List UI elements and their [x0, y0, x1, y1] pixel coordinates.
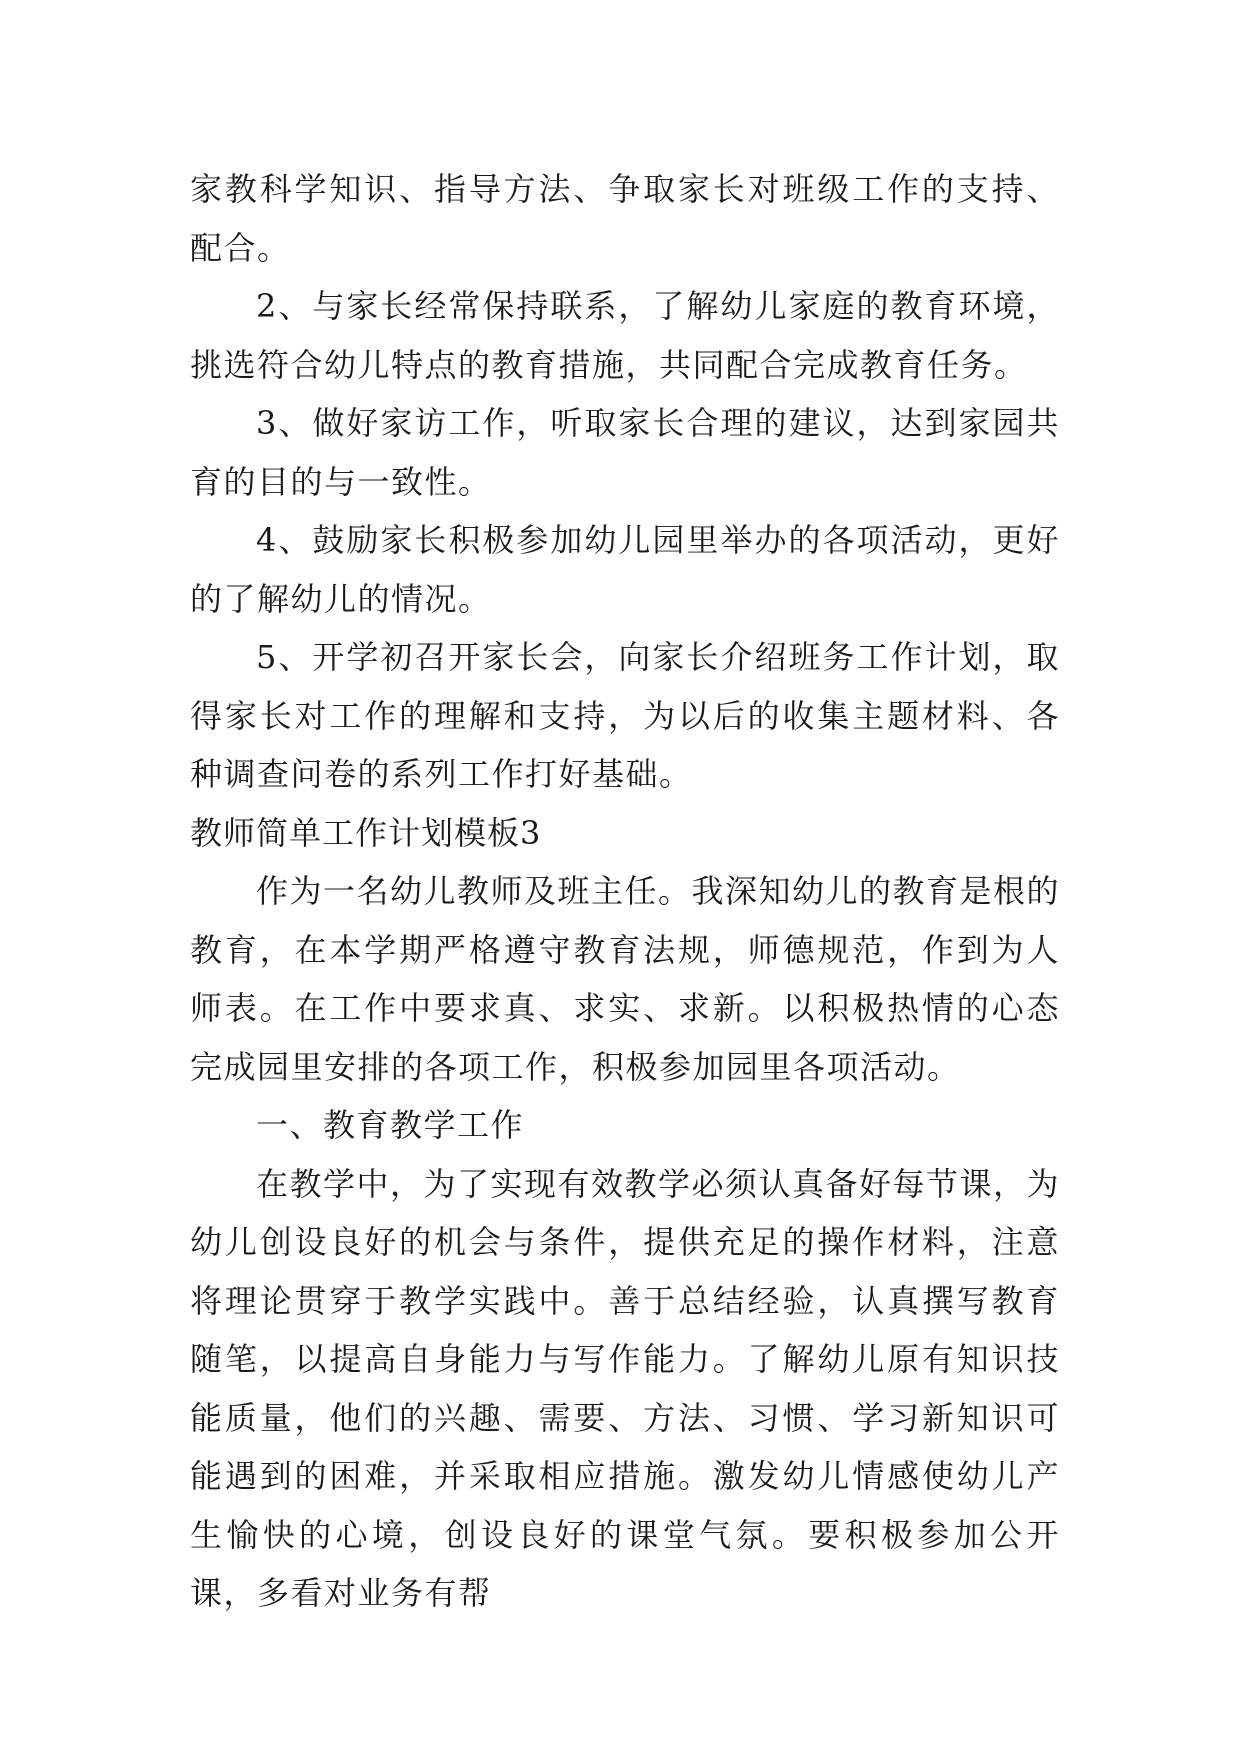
paragraph-continuation: 家教科学知识、指导方法、争取家长对班级工作的支持、配合。 — [190, 170, 1060, 267]
paragraph-item-5: 5、开学初召开家长会，向家长介绍班务工作计划，取得家长对工作的理解和支持，为以后的收集主题材料、各种调查问卷的系列工作打好基础。 — [190, 638, 1060, 793]
paragraph-teaching: 在教学中，为了实现有效教学必须认真备好每节课，为幼儿创设良好的机会与条件，提供充足的操作材料，注意将理论贯穿于教学实践中。善于总结经验，认真撰写教育随笔，以提高自身能力与写作能力。了解幼儿原有知识技能质量，他们的兴趣、需要、方法、习惯、学习新知识可能遇到的困难，并采取相应措施。激发幼儿情感使幼儿产生愉快的心境，创设良好的课堂气氛。要积极参加公开课，多看对业务有帮 — [190, 1164, 1061, 1612]
paragraph-intro: 作为一名幼儿教师及班主任。我深知幼儿的教育是根的教育，在本学期严格遵守教育法规，师德规范，作到为人师表。在工作中要求真、求实、求新。以积极热情的心态完成园里安排的各项工作，积极参加园里各项活动。 — [190, 872, 1061, 1086]
document-body — [190, 160, 1060, 1623]
subsection-heading: 一、教育教学工作 — [256, 1106, 525, 1144]
paragraph-item-4: 4、鼓励家长积极参加幼儿园里举办的各项活动，更好的了解幼儿的情况。 — [190, 521, 1060, 618]
paragraph-item-3: 3、做好家访工作，听取家长合理的建议，达到家园共育的目的与一致性。 — [190, 404, 1060, 501]
paragraph-item-2: 2、与家长经常保持联系，了解幼儿家庭的教育环境，挑选符合幼儿特点的教育措施，共同配合完成教育任务。 — [190, 287, 1060, 384]
section-heading: 教师简单工作计划模板3 — [190, 813, 542, 852]
